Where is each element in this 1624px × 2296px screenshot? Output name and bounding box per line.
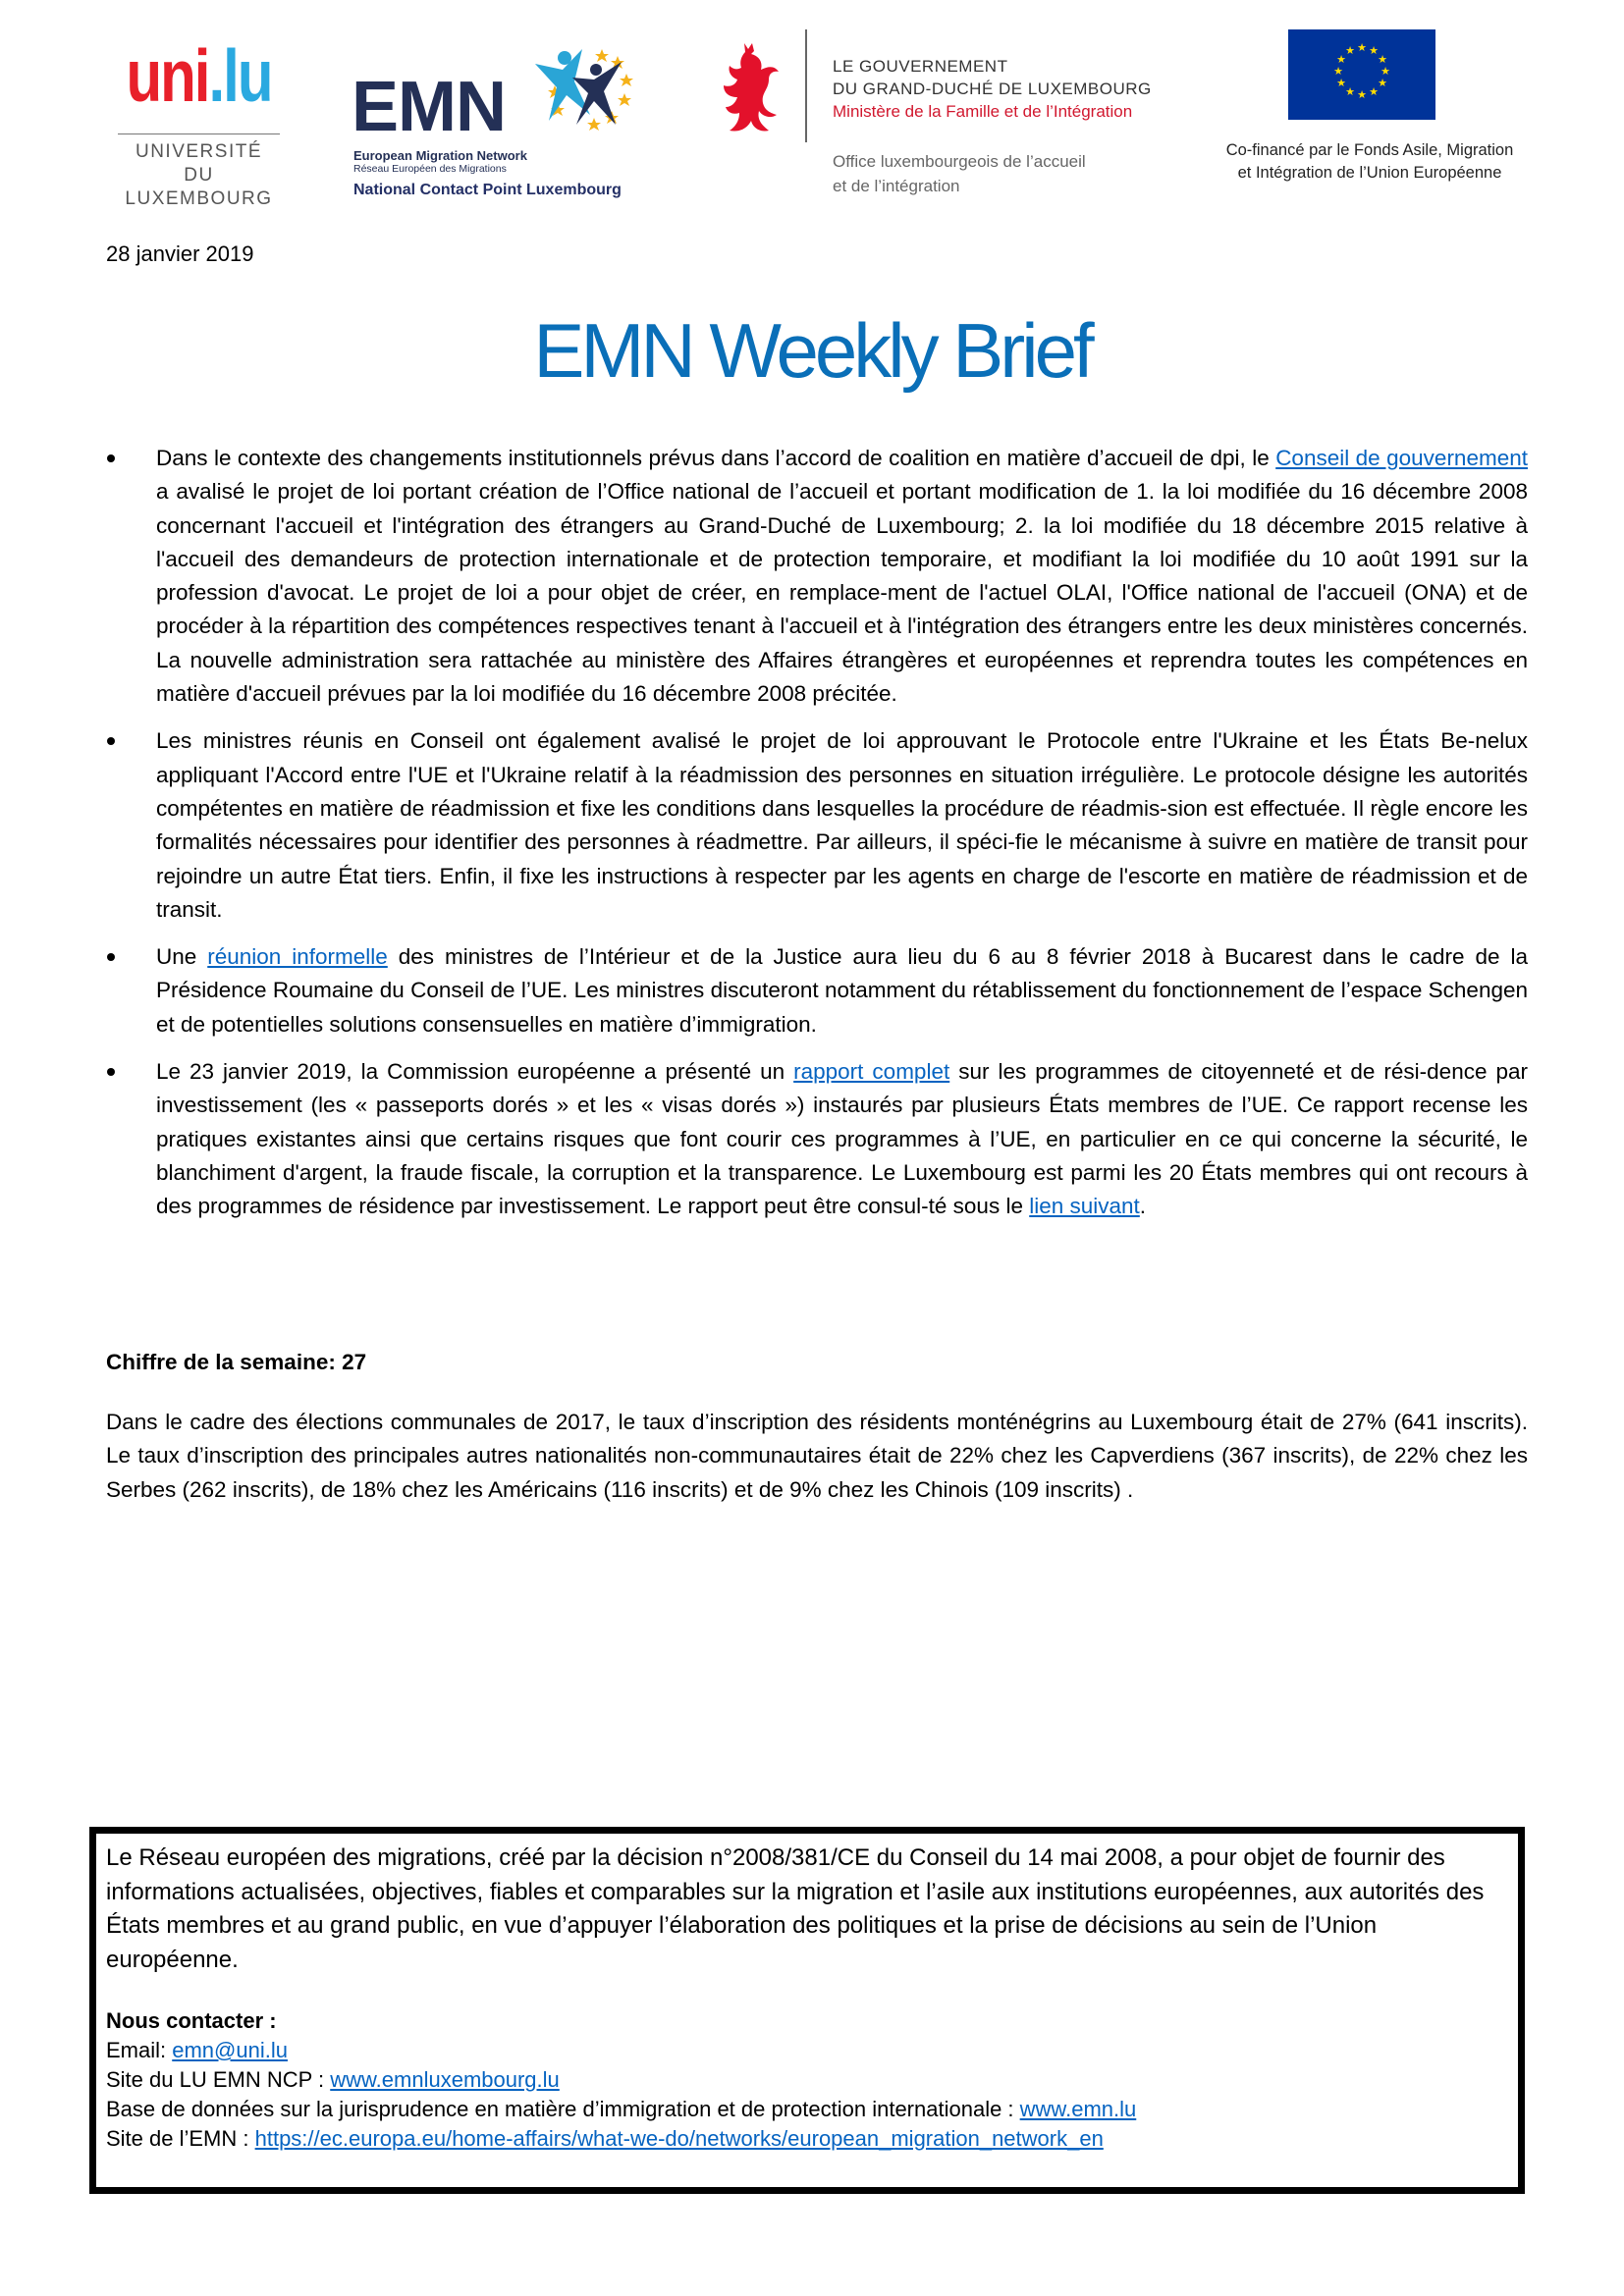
contact-heading: Nous contacter : bbox=[106, 2008, 277, 2033]
svg-text:★: ★ bbox=[1380, 65, 1390, 78]
cofin-line1: Co-financé par le Fonds Asile, Migration bbox=[1225, 141, 1514, 159]
unilu-wordmark: uni.lu bbox=[126, 34, 272, 118]
page-title: EMN Weekly Brief bbox=[533, 307, 1091, 394]
emn-description: Le Réseau européen des migrations, créé par la décision n°2008/381/CE du Conseil du 14 mai 2008, a pour objet de fournir des informations actualisées, objectives, fiables et comparables sur la migration et l’asile aux institutions européennes, aux autorités des États membres et au grand public, en vue d’appuyer l’élaboration des politiques et la prise de décisions au sein de l’Union européenne. bbox=[106, 1844, 1485, 1973]
contact-database: Base de données sur la jurisprudence en matière d’immigration et de protection internationale : www.emn.lu bbox=[106, 2097, 1137, 2121]
email-link[interactable]: emn@uni.lu bbox=[172, 2038, 288, 2062]
emn-figures-icon bbox=[533, 44, 641, 133]
emn-line2: Réseau Européen des Migrations bbox=[353, 163, 507, 175]
emn-europa-link[interactable]: https://ec.europa.eu/home-affairs/what-we-do/networks/european_migration_network_en bbox=[254, 2126, 1104, 2151]
eu-flag-icon bbox=[1288, 29, 1435, 120]
emn-info-box bbox=[89, 1827, 1525, 2194]
svg-text:★: ★ bbox=[1378, 53, 1387, 66]
emn-wordmark: EMN bbox=[352, 68, 506, 146]
svg-text:★: ★ bbox=[1336, 53, 1346, 66]
document-date: 28 janvier 2019 bbox=[106, 241, 254, 266]
svg-text:★: ★ bbox=[1333, 65, 1343, 78]
lien-suivant-link[interactable]: lien suivant bbox=[1029, 1194, 1140, 1219]
contact-emn-site: Site de l’EMN : https://ec.europa.eu/home-affairs/what-we-do/networks/european_migration_network_en bbox=[106, 2126, 1104, 2151]
olai-logo-text bbox=[833, 149, 1086, 198]
contact-ncp-site: Site du LU EMN NCP : www.emnluxembourg.lu bbox=[106, 2067, 560, 2092]
unilu-line2: LUXEMBOURG bbox=[125, 188, 273, 209]
logo-rule bbox=[118, 133, 280, 134]
gov-line1: LE GOUVERNEMENT bbox=[833, 57, 1008, 76]
svg-text:★: ★ bbox=[1357, 41, 1367, 54]
emn-logo bbox=[352, 44, 646, 198]
svg-text:★: ★ bbox=[1345, 44, 1355, 57]
figure-of-week-text: Dans le cadre des élections communales de 2017, le taux d’inscription des résidents monténégrins au Luxembourg était de 27% (641 inscrits). Le taux d’inscription des principales autres nationalités non-communautaires était de 22% chez les Capverdiens (367 inscrits), de 22% chez les Serbes (262 inscrits), de 18% chez les Américains (116 inscrits) et de 9% chez les Chinois (109 inscrits) . bbox=[106, 1410, 1528, 1502]
emn-lu-link[interactable]: www.emn.lu bbox=[1019, 2097, 1137, 2121]
svg-text:★: ★ bbox=[1345, 85, 1355, 98]
news-item: Le 23 janvier 2019, la Commission européenne a présenté un rapport complet sur les programmes de citoyenneté et de rési-dence par investissement (les « passeports dorés » et les « visas dorés ») instaurés par plusieurs États membres de l’UE. Ce rapport recense les pratiques existantes ainsi que certains risques que font courir ces programmes à l’UE, en particulier en ce qui concerne la sécurité, le blanchiment d'argent, la fraude fiscale, la corruption et la transparence. Le Luxembourg est parmi les 20 États membres qui ont recours à des programmes de résidence par investissement. Le rapport peut être consul-té sous le lien suivant. bbox=[156, 1059, 1528, 1219]
reunion-informelle-link[interactable]: réunion informelle bbox=[207, 944, 388, 970]
svg-text:★: ★ bbox=[1369, 85, 1379, 98]
rapport-complet-link[interactable]: rapport complet bbox=[793, 1059, 950, 1085]
government-logo-text bbox=[833, 55, 1152, 123]
svg-text:★: ★ bbox=[1378, 77, 1387, 89]
university-luxembourg-logo bbox=[118, 34, 280, 211]
emn-line3: National Contact Point Luxembourg bbox=[353, 182, 622, 198]
svg-text:★: ★ bbox=[1357, 88, 1367, 101]
conseil-gouvernement-link[interactable]: Conseil de gouvernement bbox=[1275, 446, 1528, 470]
unilu-line1: UNIVERSITÉ DU bbox=[135, 141, 263, 186]
gov-ministry: Ministère de la Famille et de l’Intégration bbox=[833, 102, 1133, 121]
figure-of-week-heading: Chiffre de la semaine: 27 bbox=[106, 1350, 367, 1374]
news-bullet-list bbox=[106, 442, 1528, 1238]
office-line2: et de l’intégration bbox=[833, 177, 960, 195]
news-item: Dans le contexte des changements institutionnels prévus dans l’accord de coalition en matière d’accueil de dpi, le Conseil de gouvernement a avalisé le projet de loi portant création de l’Office national de l’accueil et portant modification de 1. la loi modifiée du 16 décembre 2008 concernant l'accueil et l'intégration des étrangers au Grand-Duché de Luxembourg; 2. la loi modifiée du 18 décembre 2015 relative à l'accueil des demandeurs de protection internationale et de protection temporaire, et modifiant la loi modifiée du 10 août 1991 sur la profession d'avocat. Le projet de loi a pour objet de créer, en remplace-ment de l'actuel OLAI, l'Office national de l'accueil (ONA) et de procéder à la répartition des compétences respectives tenant à l'accueil et à l'intégration des étrangers entre les deux ministères concernés. La nouvelle administration sera rattachée au ministère des Affaires étrangères et européennes et reprendra toutes les compétences en matière d'accueil prévues par la loi modifiée du 16 décembre 2008 précitée. bbox=[156, 446, 1528, 707]
emn-line1: European Migration Network bbox=[353, 148, 527, 163]
news-item: Une réunion informelle des ministres de l’Intérieur et de la Justice aura lieu du 6 au 8 février 2018 à Bucarest dans le cadre de la Présidence Roumaine du Conseil de l’UE. Les ministres discuteront notamment du rétablissement du fonctionnement de l’espace Schengen et de potentielles solutions consensuelles en matière d’immigration. bbox=[156, 944, 1528, 1037]
government-logo-separator bbox=[805, 29, 807, 142]
svg-text:★: ★ bbox=[1369, 44, 1379, 57]
emnluxembourg-link[interactable]: www.emnluxembourg.lu bbox=[330, 2067, 560, 2092]
cofin-line2: et Intégration de l’Union Européenne bbox=[1237, 164, 1502, 182]
svg-text:★: ★ bbox=[1336, 77, 1346, 89]
news-item: Les ministres réunis en Conseil ont également avalisé le projet de loi approuvant le Protocole entre l'Ukraine et les États Be-nelux appliquant l'Accord entre l'UE et l'Ukraine relatif à la réadmission des personnes en situation irrégulière. Le protocole désigne les autorités compétentes en matière de réadmission et fixe les conditions dans lesquelles la procédure de réadmis-sion est effectuée. Il règle encore les formalités nécessaires pour identifier des personnes à réadmettre. Par ailleurs, il spéci-fie le mécanisme à suivre en matière de transit pour rejoindre un autre État tiers. Enfin, il fixe les instructions à respecter par les agents en charge de l'escorte en matière de réadmission et de transit. bbox=[156, 728, 1528, 922]
contact-email: Email: emn@uni.lu bbox=[106, 2038, 288, 2062]
luxembourg-lion-icon bbox=[711, 39, 789, 137]
office-line1: Office luxembourgeois de l’accueil bbox=[833, 152, 1086, 171]
eu-cofinance-text bbox=[1202, 139, 1538, 185]
gov-line2: DU GRAND-DUCHÉ DE LUXEMBOURG bbox=[833, 80, 1152, 98]
